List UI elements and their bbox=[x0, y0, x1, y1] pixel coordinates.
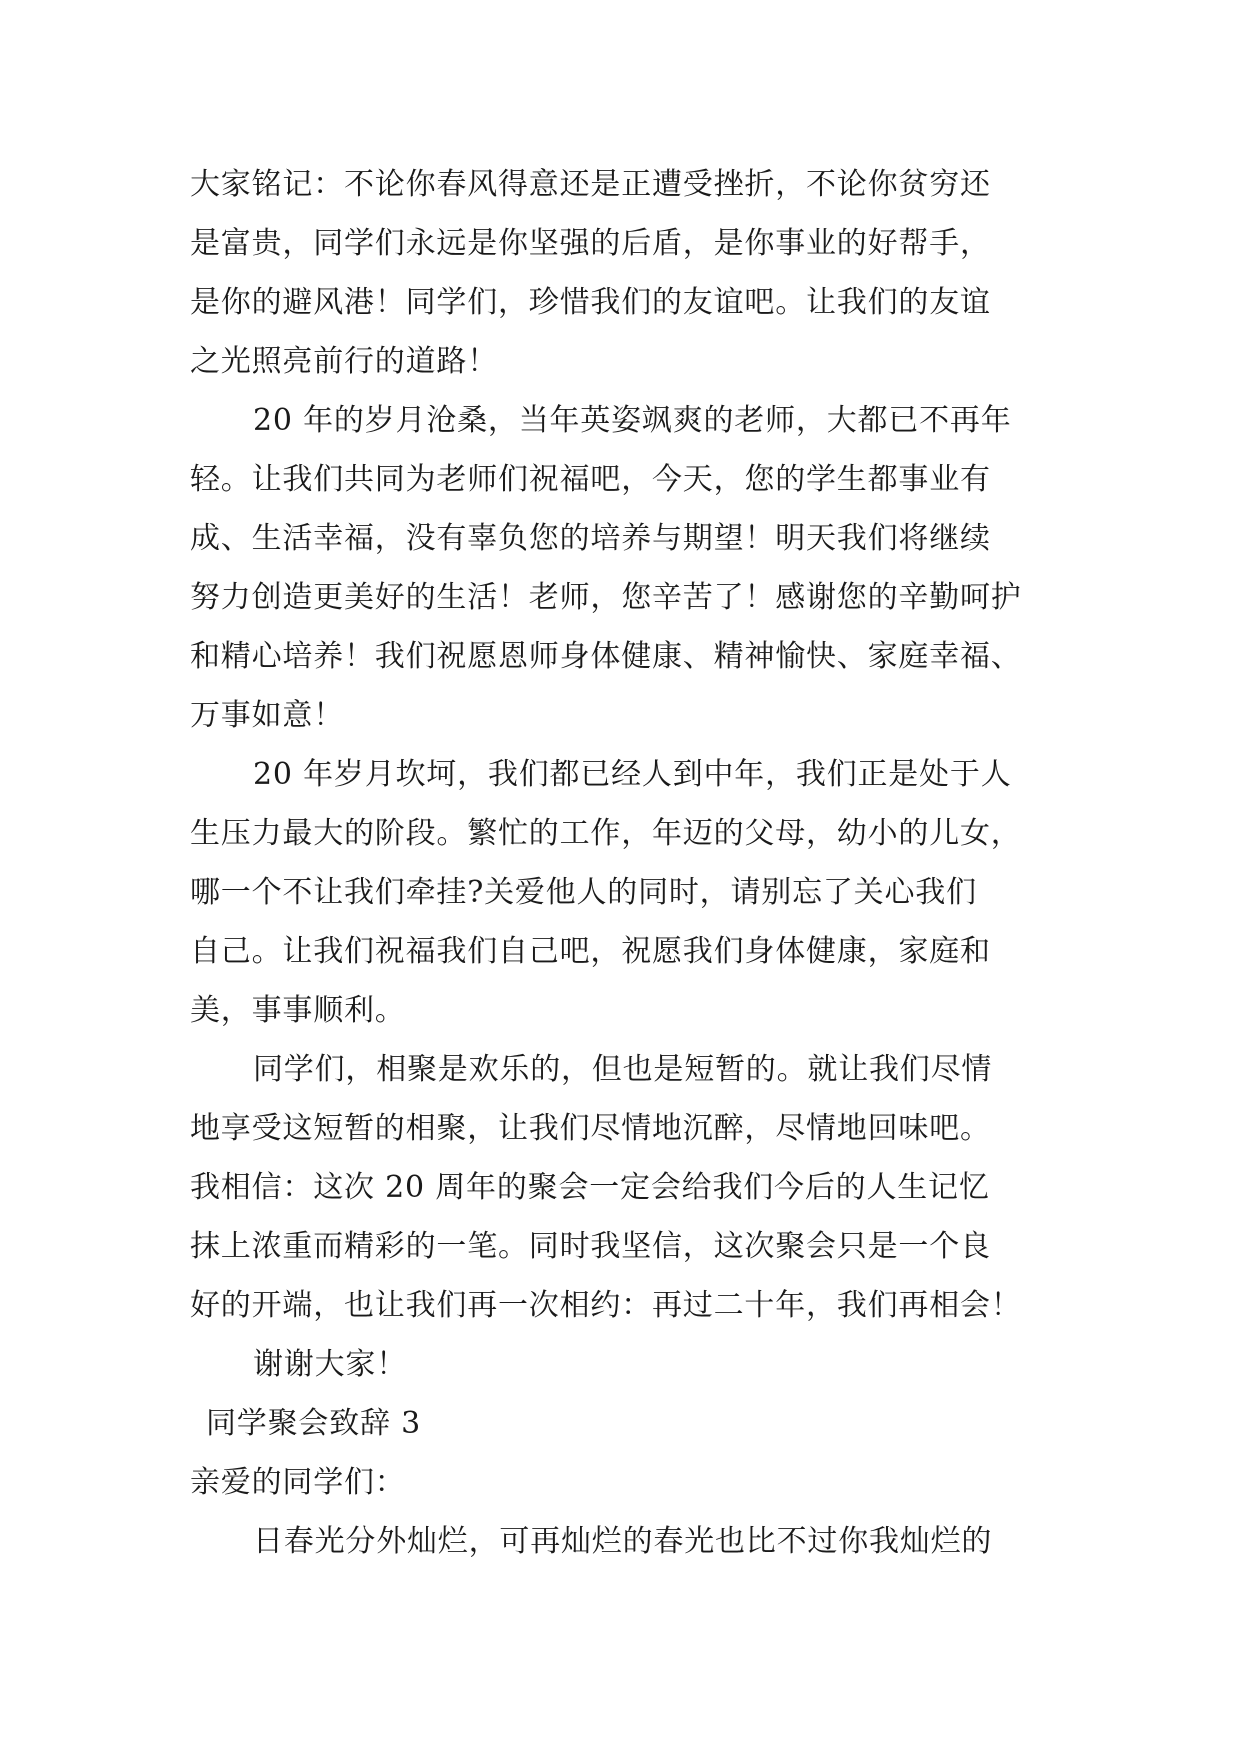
paragraph-line: 和精心培养！我们祝愿恩师身体健康、精神愉快、家庭幸福、 bbox=[190, 639, 1022, 674]
paragraph-line: 万事如意！ bbox=[190, 698, 344, 733]
paragraph-first-line: 同学们，相聚是欢乐的，但也是短暂的。就让我们尽情 bbox=[253, 1052, 993, 1087]
paragraph-line: 是富贵，同学们永远是你坚强的后盾，是你事业的好帮手， bbox=[190, 226, 991, 261]
paragraph-line: 之光照亮前行的道路！ bbox=[190, 344, 498, 379]
paragraph-line: 哪一个不让我们牵挂?关爱他人的同时，请别忘了关心我们 bbox=[190, 875, 977, 910]
paragraph-line: 轻。让我们共同为老师们祝福吧，今天，您的学生都事业有 bbox=[190, 462, 991, 497]
salutation: 亲爱的同学们： bbox=[190, 1465, 406, 1500]
section-heading: 同学聚会致辞 3 bbox=[206, 1406, 422, 1441]
paragraph-line: 生压力最大的阶段。繁忙的工作，年迈的父母，幼小的儿女， bbox=[190, 816, 1022, 851]
paragraph-line: 成、生活幸福，没有辜负您的培养与期望！明天我们将继续 bbox=[190, 521, 991, 556]
closing-line: 谢谢大家！ bbox=[253, 1347, 407, 1382]
paragraph-line: 是你的避风港！同学们，珍惜我们的友谊吧。让我们的友谊 bbox=[190, 285, 991, 320]
paragraph-first-line: 日春光分外灿烂，可再灿烂的春光也比不过你我灿烂的 bbox=[253, 1524, 993, 1559]
paragraph-line: 地享受这短暂的相聚，让我们尽情地沉醉，尽情地回味吧。 bbox=[190, 1111, 991, 1146]
paragraph-line: 好的开端，也让我们再一次相约：再过二十年，我们再相会！ bbox=[190, 1288, 1022, 1323]
paragraph-line: 我相信：这次 20 周年的聚会一定会给我们今后的人生记忆 bbox=[190, 1170, 990, 1205]
paragraph-line: 大家铭记：不论你春风得意还是正遭受挫折，不论你贫穷还 bbox=[190, 167, 991, 202]
paragraph-first-line: 20 年岁月坎坷，我们都已经人到中年，我们正是处于人 bbox=[253, 757, 1012, 792]
paragraph-line: 抹上浓重而精彩的一笔。同时我坚信，这次聚会只是一个良 bbox=[190, 1229, 991, 1264]
paragraph-line: 自己。让我们祝福我们自己吧，祝愿我们身体健康，家庭和 bbox=[190, 934, 991, 969]
paragraph-first-line: 20 年的岁月沧桑，当年英姿飒爽的老师，大都已不再年 bbox=[253, 403, 1012, 438]
paragraph-line: 努力创造更美好的生活！老师，您辛苦了！感谢您的辛勤呵护 bbox=[190, 580, 1022, 615]
paragraph-line: 美，事事顺利。 bbox=[190, 993, 406, 1028]
